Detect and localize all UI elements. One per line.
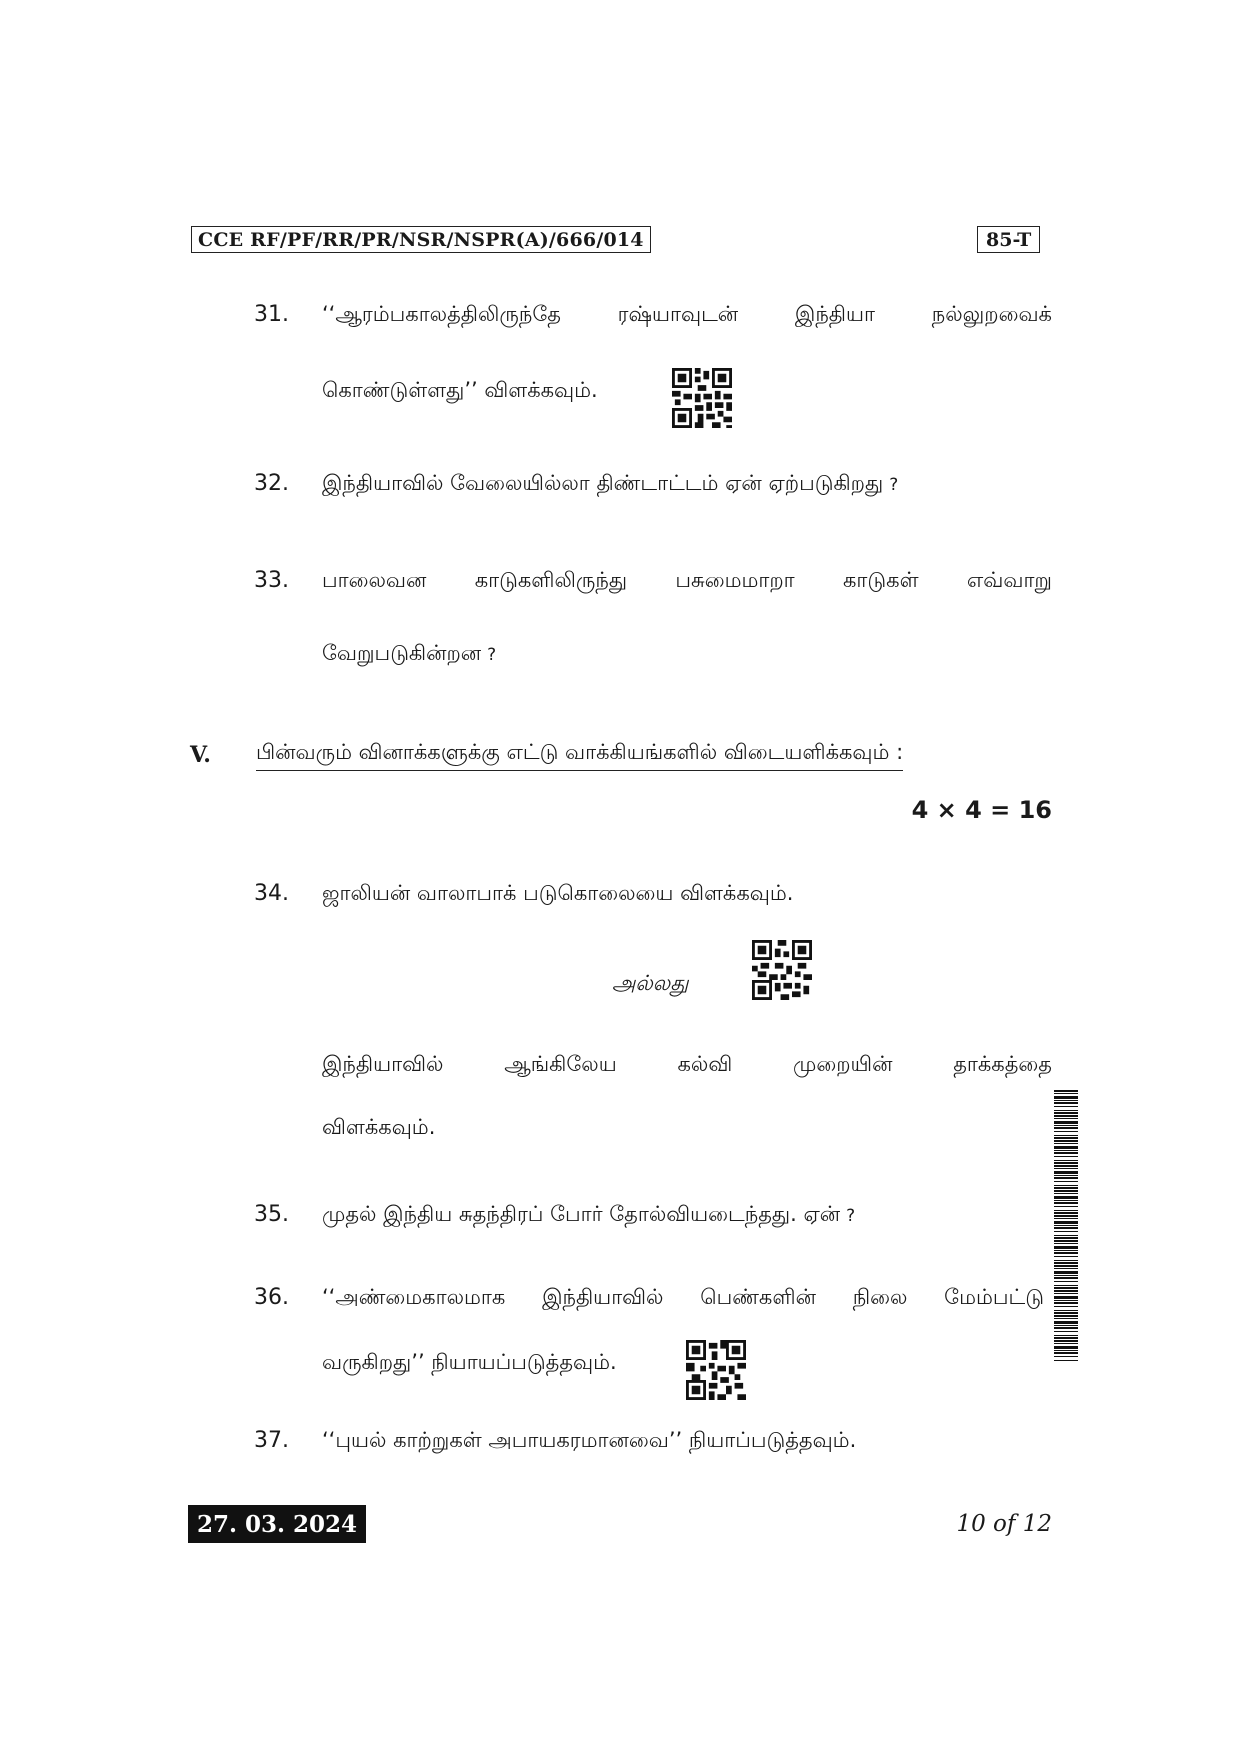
question-mark: ? <box>846 1206 856 1226</box>
qr-code-icon[interactable] <box>686 1340 746 1400</box>
question-36-line1 <box>322 1285 1044 1312</box>
question-number: 35. <box>254 1202 289 1227</box>
question-number: 34. <box>254 881 289 906</box>
word: மேம்பட்டு <box>944 1285 1044 1309</box>
word: பாலைவன <box>322 568 427 592</box>
word: ‘‘ஆரம்பகாலத்திலிருந்தே <box>322 302 561 326</box>
question-33-line2 <box>322 641 496 668</box>
question-33-line1 <box>322 568 1052 595</box>
question-34-alt-line1 <box>322 1052 1052 1079</box>
word: ஆங்கிலேய <box>504 1052 617 1076</box>
question-number: 32. <box>254 471 289 496</box>
question-31-line1 <box>322 302 1052 329</box>
word: தாக்கத்தை <box>953 1052 1052 1076</box>
word: காடுகளிலிருந்து <box>474 568 628 592</box>
word: இந்தியாவில் <box>542 1285 664 1309</box>
word: ‘‘அண்மைகாலமாக <box>322 1285 506 1309</box>
section-title: பின்வரும் வினாக்களுக்கு எட்டு வாக்கியங்களில் விடையளிக்கவும் : <box>256 740 903 771</box>
word: காடுகள் <box>842 568 919 592</box>
question-34-alt-line2: விளக்கவும். <box>322 1115 436 1139</box>
qr-code-icon[interactable] <box>672 368 732 428</box>
paper-code: 85-T <box>977 226 1040 253</box>
question-mark: ? <box>889 475 899 495</box>
word: நல்லுறவைக் <box>931 302 1052 326</box>
question-number: 36. <box>254 1285 289 1310</box>
question-number: 33. <box>254 568 289 593</box>
question-35-text: முதல் இந்திய சுதந்திரப் போர் தோல்வியடைந்தது. ஏன் <box>322 1202 841 1226</box>
word: முறையின் <box>793 1052 893 1076</box>
word: ரஷ்யாவுடன் <box>617 302 739 326</box>
word: பெண்களின் <box>700 1285 816 1309</box>
section-marks: 4 × 4 = 16 <box>911 796 1052 824</box>
question-number: 31. <box>254 302 289 327</box>
word: இந்தியாவில் <box>322 1052 444 1076</box>
question-34: ஜாலியன் வாலாபாக் படுகொலையை விளக்கவும். <box>322 881 794 905</box>
word: இந்தியா <box>794 302 875 326</box>
barcode-icon <box>1054 1090 1078 1362</box>
section-label: V. <box>190 742 211 768</box>
question-33-text: வேறுபடுகின்றன <box>322 641 482 665</box>
question-32-text: இந்தியாவில் வேலையில்லா திண்டாட்டம் ஏன் ஏற்படுகிறது <box>322 471 884 495</box>
question-37: ‘‘புயல் காற்றுகள் அபாயகரமானவை’’ நியாப்படுத்தவும். <box>322 1428 857 1452</box>
exam-code: CCE RF/PF/RR/PR/NSR/NSPR(A)/666/014 <box>191 226 651 253</box>
question-36-line2: வருகிறது’’ நியாயப்படுத்தவும். <box>322 1350 617 1374</box>
word: பசுமைமாறா <box>675 568 795 592</box>
or-separator: அல்லது <box>612 971 689 995</box>
page-number: 10 of 12 <box>956 1511 1052 1537</box>
word: எவ்வாறு <box>966 568 1052 592</box>
question-32 <box>322 471 898 498</box>
question-number: 37. <box>254 1428 289 1453</box>
exam-date: 27. 03. 2024 <box>188 1505 366 1543</box>
word: கல்வி <box>677 1052 733 1076</box>
qr-code-icon[interactable] <box>752 940 812 1000</box>
question-31-line2: கொண்டுள்ளது’’ விளக்கவும். <box>322 378 598 402</box>
question-35 <box>322 1202 855 1229</box>
question-mark: ? <box>487 645 497 665</box>
word: நிலை <box>852 1285 908 1309</box>
